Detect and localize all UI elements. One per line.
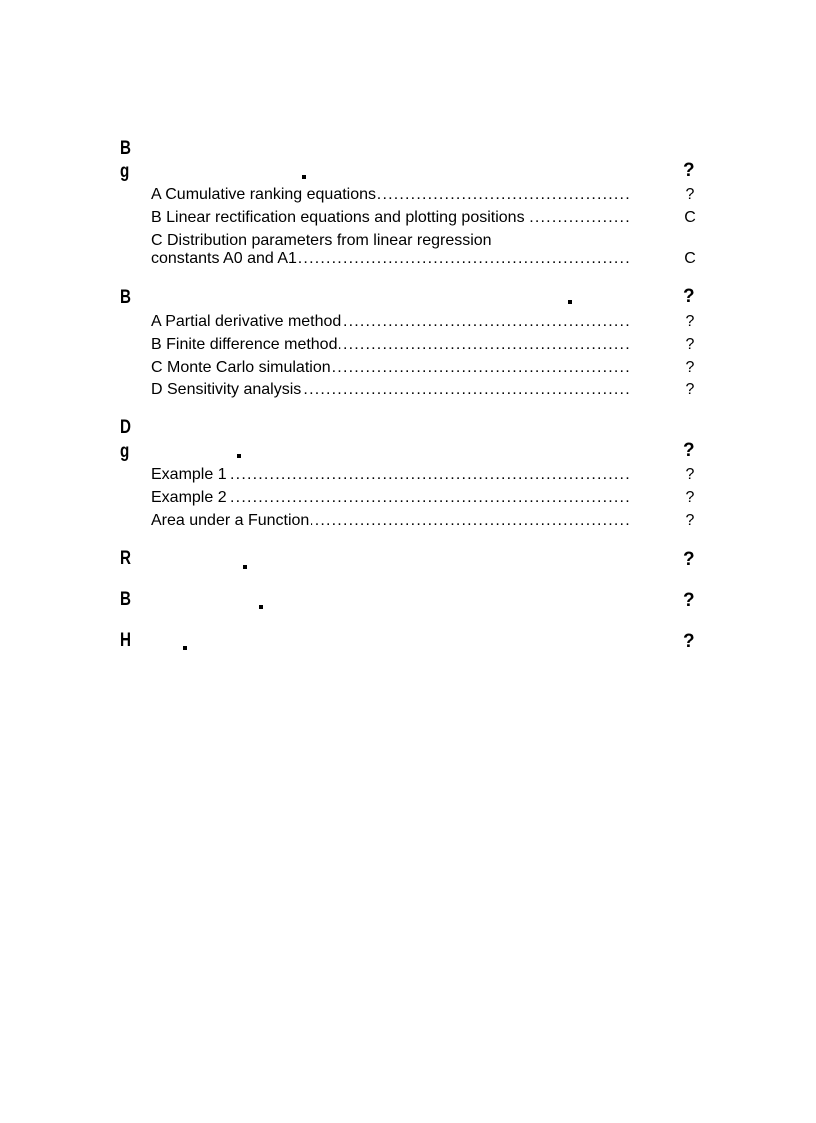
heading-dot: [302, 175, 306, 179]
toc-entry-page: ?: [685, 186, 695, 203]
heading-dot: [183, 646, 187, 650]
toc-entry-label: constants A0 and A1: [151, 250, 297, 267]
toc-entry[interactable]: [151, 357, 629, 379]
heading-dot: [568, 300, 572, 304]
section-page-number: ?: [683, 440, 695, 461]
toc-entry[interactable]: [151, 510, 629, 532]
toc-entry-page: ?: [685, 336, 695, 353]
toc-entry-label: B Linear rectification equations and plotting positions: [151, 209, 525, 226]
section-glyph: H: [120, 630, 128, 651]
toc-entry-label: B Finite difference method: [151, 336, 338, 353]
toc-entry[interactable]: [151, 184, 629, 206]
toc-entry-page: ?: [685, 359, 695, 376]
section-glyph: g: [120, 161, 127, 182]
toc-entry[interactable]: [151, 487, 629, 509]
section-page-number: ?: [683, 590, 695, 611]
toc-entry-page: C: [684, 250, 696, 267]
section-glyph: D: [120, 417, 128, 438]
section-page-number: ?: [683, 631, 695, 652]
toc-entry[interactable]: [151, 379, 629, 401]
toc-entry-label-line1: C Distribution parameters from linear regression: [151, 232, 492, 249]
heading-dot: [237, 454, 241, 458]
toc-entry[interactable]: [151, 207, 629, 229]
heading-dot: [243, 565, 247, 569]
toc-entry[interactable]: [151, 464, 629, 486]
toc-entry-page: C: [684, 209, 696, 226]
section-page-number: ?: [683, 286, 695, 307]
toc-entry-page: ?: [685, 466, 695, 483]
toc-entry-label: A Partial derivative method: [151, 313, 342, 330]
toc-entry-label: Example 1: [151, 466, 227, 483]
toc-entry[interactable]: [151, 334, 629, 356]
toc-entry-label: D Sensitivity analysis: [151, 381, 302, 398]
section-glyph: B: [120, 138, 128, 159]
toc-entry-label: A Cumulative ranking equations: [151, 186, 377, 203]
section-glyph: g: [120, 441, 127, 462]
section-glyph: R: [120, 548, 128, 569]
toc-entry-label: C Monte Carlo simulation: [151, 359, 331, 376]
section-glyph: B: [120, 287, 128, 308]
toc-entry-page: ?: [685, 512, 695, 529]
toc-entry[interactable]: [151, 248, 629, 270]
section-glyph: B: [120, 589, 128, 610]
toc-entry[interactable]: [151, 311, 629, 333]
section-page-number: ?: [683, 160, 695, 181]
toc-entry-page: ?: [685, 489, 695, 506]
toc-entry-label: Area under a Function: [151, 512, 310, 529]
section-page-number: ?: [683, 549, 695, 570]
toc-entry-label: Example 2: [151, 489, 227, 506]
toc-entry-page: ?: [685, 381, 695, 398]
heading-dot: [259, 605, 263, 609]
toc-entry-page: ?: [685, 313, 695, 330]
